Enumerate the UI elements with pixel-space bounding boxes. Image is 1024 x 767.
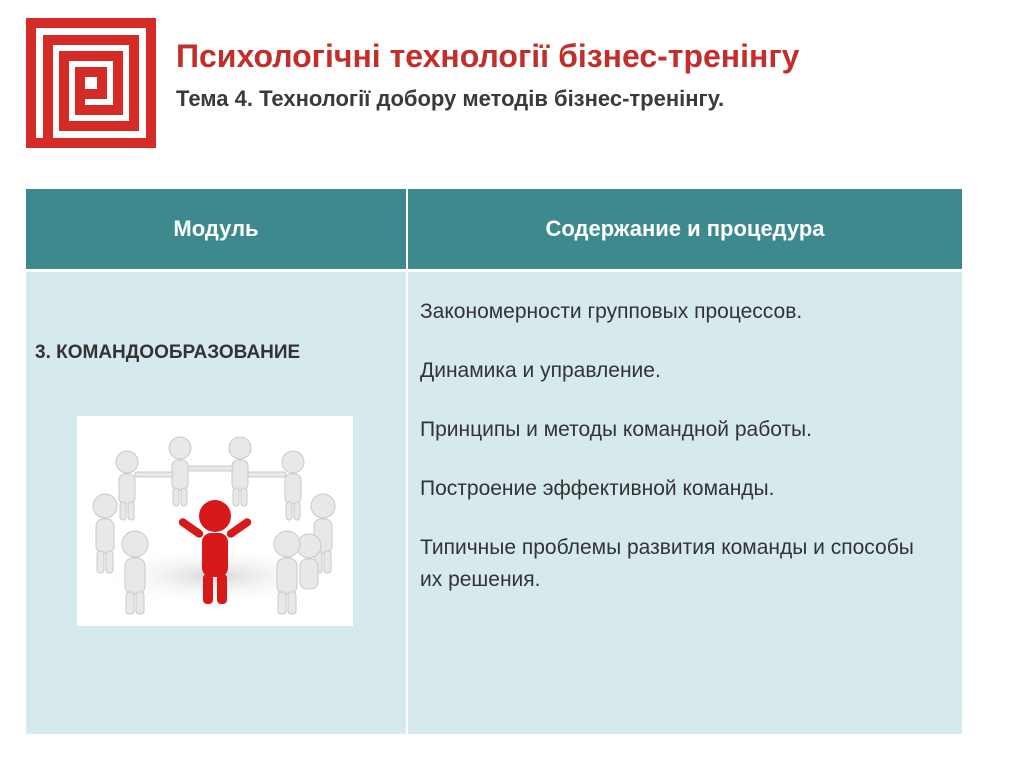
module-name: 3. КОМАНДООБРАЗОВАНИЕ (35, 342, 301, 363)
table-header (26, 189, 962, 269)
list-item: Построение эффективной команды. (420, 477, 775, 500)
square-spiral-logo-icon (26, 18, 156, 148)
table-row (26, 272, 962, 734)
team-circle-illustration (77, 416, 353, 626)
list-item: Динамика и управление. (420, 359, 661, 382)
column-header-content: Содержание и процедура (408, 189, 962, 269)
page-subtitle: Тема 4. Технології добору методів бізнес-тренінгу. (176, 86, 725, 111)
list-item: Типичные проблемы развития команды и способы их решения. (420, 536, 914, 591)
content-cell (408, 272, 962, 734)
content-list (420, 296, 940, 623)
list-item: Закономерности групповых процессов. (420, 300, 803, 323)
page-title: Психологічні технології бізнес-тренінгу (176, 38, 800, 74)
module-cell (26, 272, 406, 734)
column-header-module: Модуль (26, 189, 406, 269)
list-item: Принципы и методы командной работы. (420, 418, 812, 441)
module-table (26, 189, 962, 734)
